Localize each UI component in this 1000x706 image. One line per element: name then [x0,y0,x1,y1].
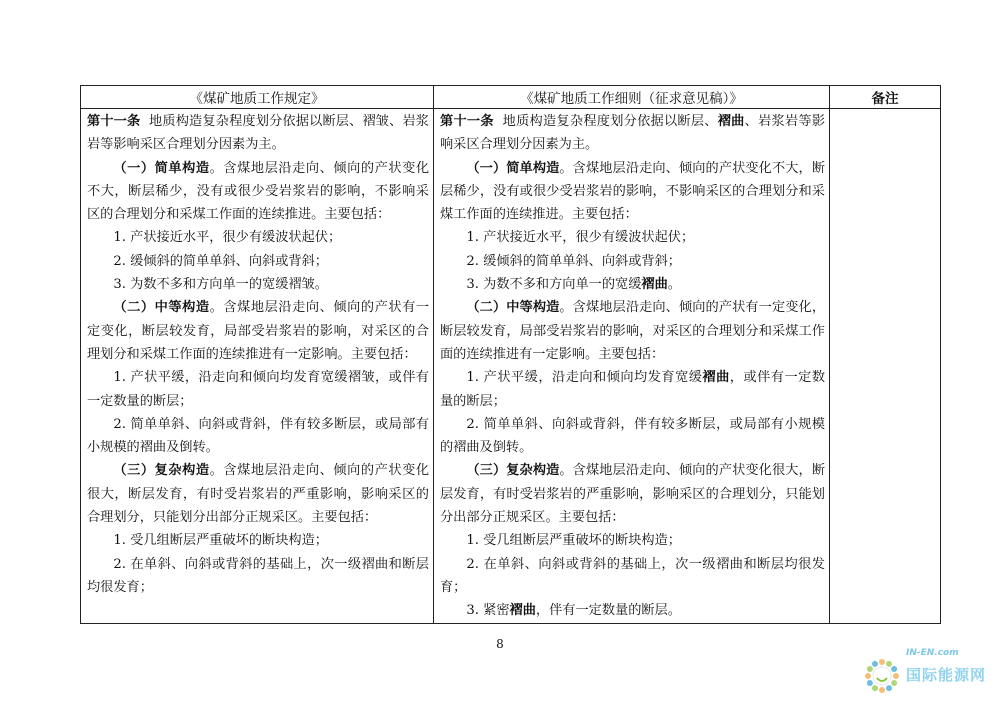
right-simple-label: （一）简单构造 [466,160,560,176]
item-text-end: ，或伴有一定数量的断层； [440,370,826,409]
list-item: 1. 产状接近水平，很少有缓波状起伏； [113,230,342,246]
list-item: 2. 简单单斜、向斜或背斜，伴有较多断层，或局部有小规模的褶曲及倒转。 [87,416,429,456]
left-simple-label: （一）简单构造 [113,160,210,176]
right-simple-para [440,157,825,227]
left-medium-label: （二）中等构造 [113,300,210,316]
list-item: 3. 为数不多和方向单一的宽缓褶皱。 [113,277,328,293]
right-cell [434,109,830,624]
item-text: 3. 为数不多和方向单一的宽缓 [466,277,642,293]
right-simple-text: 。含煤地层沿走向、倾向的产状变化不大，断层稀少，没有或很少受岩浆岩的影响，不影响采区的合理划分和采煤工作面的连续推进。主要包括： [440,160,826,223]
right-medium-para [440,296,825,366]
left-complex-label: （三）复杂构造 [113,463,210,479]
list-item: 2. 缓倾斜的简单单斜、向斜或背斜； [466,253,681,269]
list-item [440,273,825,296]
comparison-table [80,85,941,624]
left-cell [81,109,434,624]
item-bold: 褶曲 [702,370,730,386]
item-text-end: 。 [667,277,681,293]
right-complex-text: 。含煤地层沿走向、倾向的产状变化很大，断层发育，有时受岩浆岩的严重影响，影响采区的合理划分，只能划分出部分正规采区。主要包括： [440,463,826,526]
list-item [440,599,825,622]
list-item: 1. 产状接近水平，很少有缓波状起伏； [466,230,695,246]
left-simple-text: 。含煤地层沿走向、倾向的产状变化不大，断层稀少，没有或很少受岩浆岩的影响，不影响采区的合理划分和采煤工作面的连续推进。主要包括： [87,160,430,223]
right-medium-text: 。含煤地层沿走向、倾向的产状有一定变化，断层较发育，局部受岩浆岩的影响，对采区的合理划分和采煤工作面的连续推进有一定影响。主要包括： [440,300,826,362]
item-text-end: ，伴有一定数量的断层。 [535,603,681,619]
right-article-label: 第十一条 [440,114,494,129]
list-item: 1. 受几组断层严重破坏的断块构造； [466,533,681,549]
right-intro-bold: 褶曲 [717,114,745,129]
left-simple-para [87,157,429,227]
item-bold: 褶曲 [509,603,536,619]
item-text: 1. 产状平缓，沿走向和倾向均发育宽缓 [466,370,703,386]
right-complex-para [440,459,825,529]
right-complex-label: （三）复杂构造 [466,463,560,479]
header-row [81,86,941,109]
sun-logo-icon [862,654,902,694]
left-complex-para [87,459,429,529]
content-row [81,109,941,624]
left-medium-text: 。含煤地层沿走向、倾向的产状有一定变化，断层较发育，局部受岩浆岩的影响，对采区的合理划分和采煤工作面的连续推进有一定影响。主要包括： [87,300,430,362]
right-intro-text-end: 、岩浆岩等影响采区合理划分因素为主。 [440,114,826,153]
list-item: 2. 简单单斜、向斜或背斜，伴有较多断层，或局部有小规模的褶曲及倒转。 [440,416,825,456]
watermark-site: IN-EN.com [906,648,959,658]
item-text: 3. 紧密 [466,603,510,619]
left-complex-text: 。含煤地层沿走向、倾向的产状变化很大，断层发育，有时受岩浆岩的严重影响，影响采区的合理划分，只能划分出部分正规采区。主要包括： [87,463,430,526]
list-item: 2. 在单斜、向斜或背斜的基础上，次一级褶曲和断层均很发育； [440,556,825,595]
watermark [858,648,988,694]
list-item: 1. 受几组断层严重破坏的断块构造； [113,533,328,549]
header-remarks: 备注 [830,86,941,109]
list-item: 1. 产状平缓，沿走向和倾向均发育宽缓褶皱，或伴有一定数量的断层； [87,370,429,409]
list-item [440,366,825,413]
left-intro-text: 地质构造复杂程度划分依据以断层、褶皱、岩浆岩等影响采区合理划分因素为主。 [87,114,429,153]
right-article-intro [440,110,825,157]
right-medium-label: （二）中等构造 [466,300,560,316]
left-article-intro [87,110,429,157]
list-item: 2. 缓倾斜的简单单斜、向斜或背斜； [113,253,328,269]
page-number: 8 [496,637,504,651]
right-intro-text: 地质构造复杂程度划分依据以断层、 [502,114,718,129]
header-detailed-rules: 《煤矿地质工作细则（征求意见稿）》 [434,86,830,109]
left-medium-para [87,296,429,366]
header-regulation: 《煤矿地质工作规定》 [81,86,434,109]
item-bold: 褶曲 [641,277,668,293]
remarks-cell [830,109,941,624]
watermark-brand: 国际能源网 [906,666,987,684]
list-item: 2. 在单斜、向斜或背斜的基础上，次一级褶曲和断层均很发育； [87,556,429,595]
left-article-label: 第十一条 [87,114,141,129]
